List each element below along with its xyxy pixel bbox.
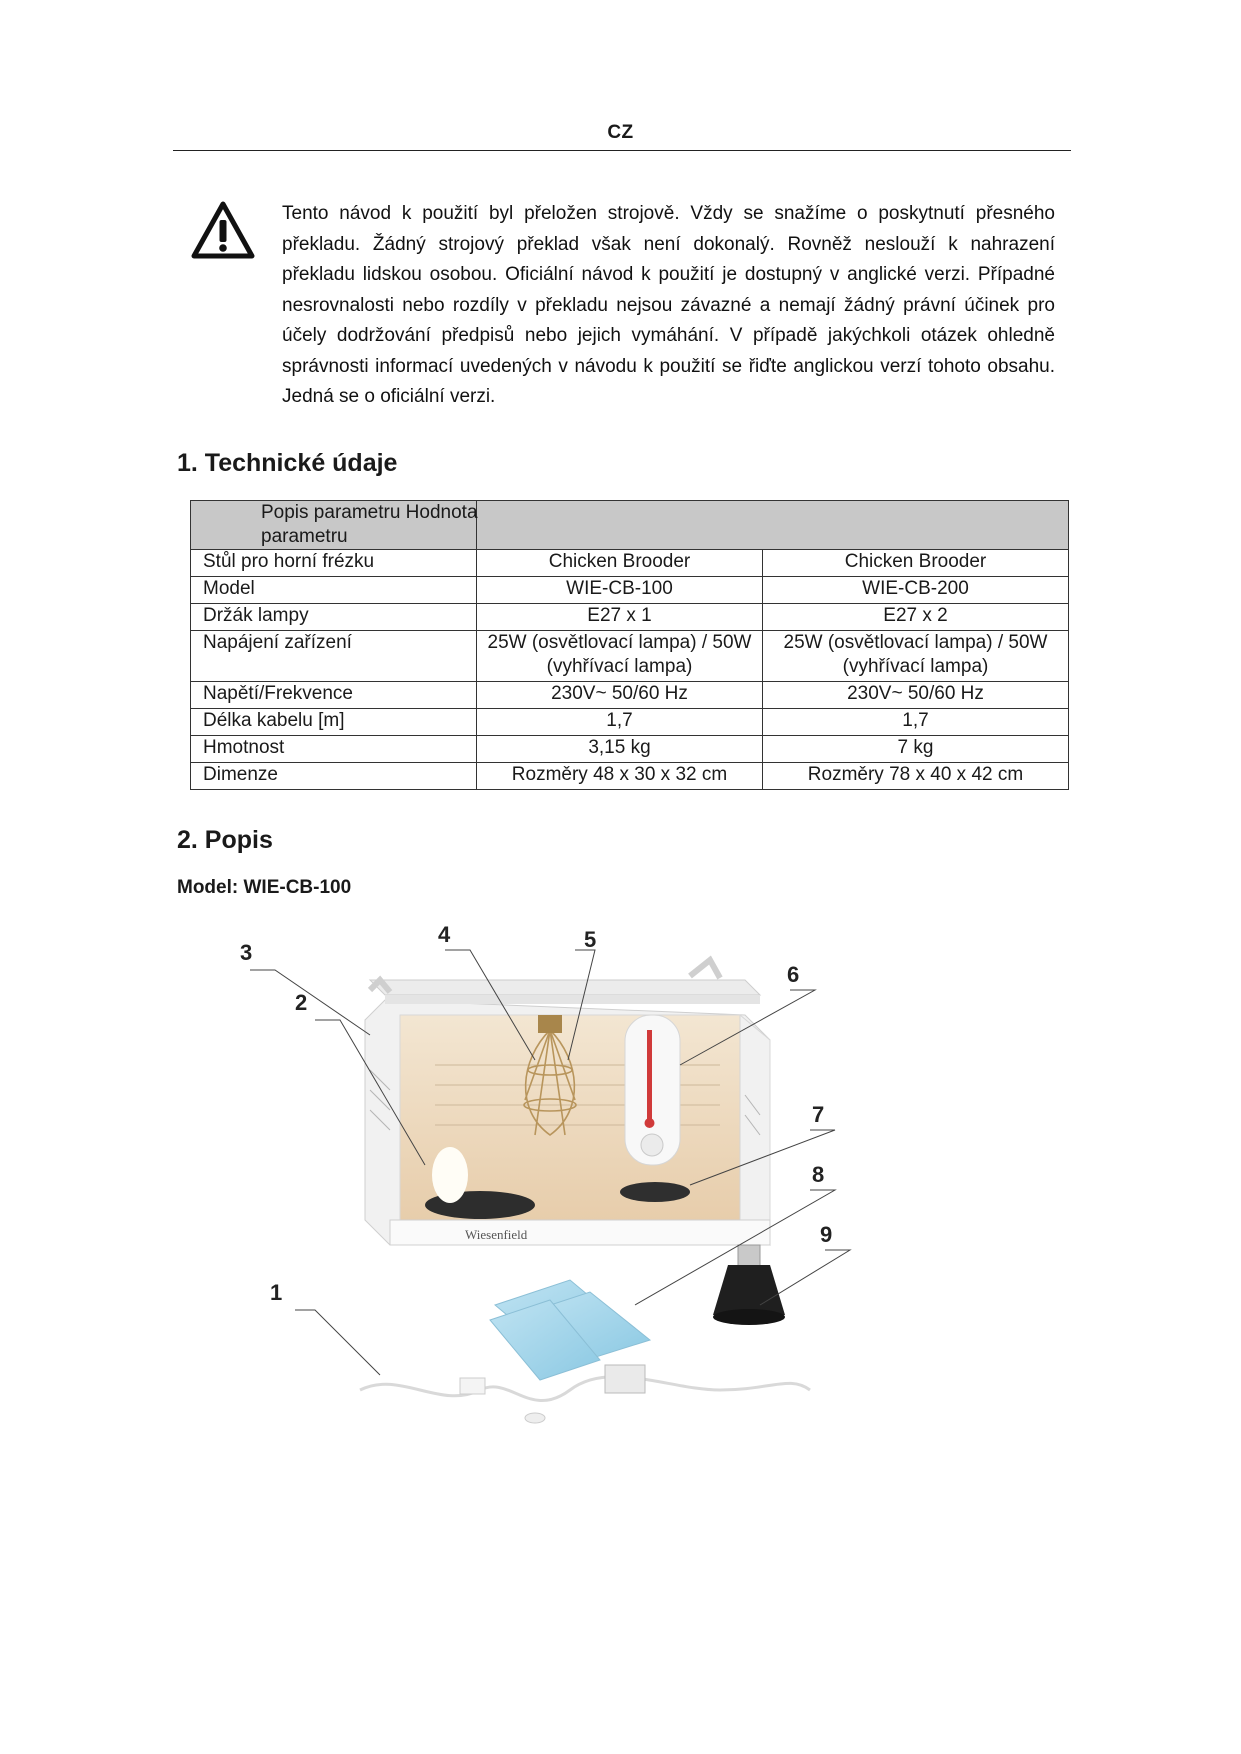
parameter-value-cell: Rozměry 78 x 40 x 42 cm: [763, 763, 1069, 790]
parameter-name-cell: Délka kabelu [m]: [191, 709, 477, 736]
warning-icon: [190, 200, 256, 260]
table-row: [191, 604, 1069, 631]
parameter-name-cell: Dimenze: [191, 763, 477, 790]
brand-logo: Wiesenfield: [465, 1227, 528, 1242]
callout-5: 5: [584, 927, 597, 952]
parameter-value-cell: 1,7: [763, 709, 1069, 736]
callout-8: 8: [812, 1162, 825, 1187]
parameter-value-cell: E27 x 1: [477, 604, 763, 631]
callout-1: 1: [270, 1280, 283, 1305]
model-label: Model: WIE-CB-100: [177, 877, 352, 898]
parameter-value-cell: Rozměry 48 x 30 x 32 cm: [477, 763, 763, 790]
thermometer: [625, 1015, 680, 1165]
parameter-name-cell: Napájení zařízení: [191, 631, 477, 682]
header-divider: [173, 150, 1071, 151]
section-title-technical-data: 1. Technické údaje: [177, 449, 398, 477]
table-row: [191, 736, 1069, 763]
parameter-value-cell: 25W (osvětlovací lampa) / 50W (vyhřívací lampa): [477, 631, 763, 682]
parameter-value-cell: 1,7: [477, 709, 763, 736]
table-header-label: Popis parametru Hodnota parametru: [261, 502, 478, 547]
parameter-value-cell: 25W (osvětlovací lampa) / 50W (vyhřívací lampa): [763, 631, 1069, 682]
parameter-value-cell: WIE-CB-100: [477, 577, 763, 604]
table-row: [191, 682, 1069, 709]
power-cable: [360, 1365, 810, 1423]
parameter-value-cell: 230V~ 50/60 Hz: [477, 682, 763, 709]
technical-data-table: [190, 500, 1069, 790]
callout-9: 9: [820, 1222, 833, 1247]
parameter-value-cell: Chicken Brooder: [763, 550, 1069, 577]
table-row: [191, 763, 1069, 790]
table-row: [191, 550, 1069, 577]
product-illustration: [240, 920, 990, 1480]
parameter-name-cell: Model: [191, 577, 477, 604]
callout-4: 4: [438, 922, 451, 947]
parameter-value-cell: 230V~ 50/60 Hz: [763, 682, 1069, 709]
callout-6: 6: [787, 962, 800, 987]
brooder-box: [365, 960, 770, 1245]
table-row: [191, 631, 1069, 682]
parameter-name-cell: Držák lampy: [191, 604, 477, 631]
callout-3: 3: [240, 940, 253, 965]
parameter-value-cell: 3,15 kg: [477, 736, 763, 763]
language-header: CZ: [607, 122, 634, 143]
ceramic-heat-bulb: [713, 1245, 785, 1325]
machine-translation-notice: Tento návod k použití byl přeložen strojově. Vždy se snažíme o poskytnutí přesného překladu. Žádný strojový překlad však není dokonalý. Rovněž neslouží k nahrazení překladu lidskou osobou. Oficiální návod k použití je dostupný v anglické verzi. Případné nesrovnalosti nebo rozdíly v překladu nejsou závazné a nemají žádný právní účinek pro účely dodržování předpisů nebo jejich vymáhání. V případě jakýchkoli otázek ohledně správnosti informací uvedených v návodu k použití se řiďte anglickou verzí tohoto obsahu. Jedná se o oficiální verzi.: [282, 203, 1055, 407]
parameter-name-cell: Hmotnost: [191, 736, 477, 763]
parameter-name-cell: Napětí/Frekvence: [191, 682, 477, 709]
section-title-description: 2. Popis: [177, 826, 273, 854]
table-header-row: [191, 501, 1069, 550]
parameter-value-cell: Chicken Brooder: [477, 550, 763, 577]
callout-7: 7: [812, 1102, 825, 1127]
parameter-value-cell: E27 x 2: [763, 604, 1069, 631]
parameter-value-cell: WIE-CB-200: [763, 577, 1069, 604]
table-row: [191, 709, 1069, 736]
callout-2: 2: [295, 990, 308, 1015]
parameter-name-cell: Stůl pro horní frézku: [191, 550, 477, 577]
table-row: [191, 577, 1069, 604]
parameter-value-cell: 7 kg: [763, 736, 1069, 763]
